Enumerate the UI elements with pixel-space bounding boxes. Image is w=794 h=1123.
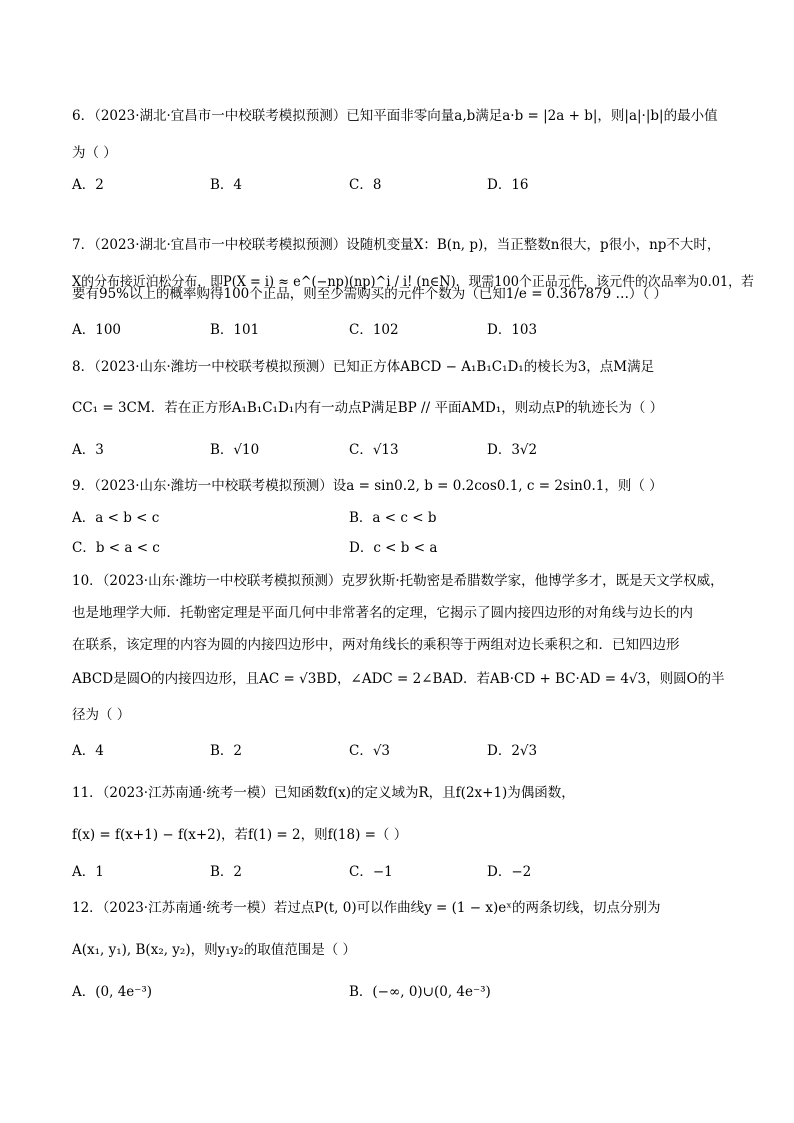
option-d: D．103	[487, 322, 538, 338]
question-text-line: CC₁ = 3CM．若在正方形A₁B₁C₁D₁内有一动点P满足BP // 平面AMD₁，则动点P的轨迹长为（ ）	[72, 400, 664, 416]
question-text-line: 径为（ ）	[72, 707, 131, 723]
question-text-line: ABCD是圆O的内接四边形，且AC = √3BD，∠ADC = 2∠BAD．若AB·CD + BC·AD = 4√3，则圆O的半	[72, 671, 725, 687]
question-text-line: 要有95%以上的概率购得100个正品，则至少需购买的元件个数为（已知1/e = 0.367879 …）（ ）	[72, 286, 668, 302]
option-d: D．−2	[487, 864, 532, 880]
question-text-line: 10．（2023·山东·潍坊一中校联考模拟预测）克罗狄斯·托勒密是希腊数学家，他博学多才，既是天文学权威，	[72, 573, 724, 589]
option-d: D．2√3	[487, 743, 538, 759]
question-text-line: A(x₁, y₁), B(x₂, y₂)，则y₁y₂的取值范围是（ ）	[72, 942, 356, 958]
option-c: C．102	[349, 322, 399, 338]
question-text-line: 11．（2023·江苏南通·统考一模）已知函数f(x)的定义域为R，且f(2x+1)为偶函数，	[72, 785, 575, 801]
option-a: A．3	[72, 442, 104, 458]
option-b: B．(−∞, 0)∪(0, 4e⁻³)	[349, 984, 491, 1000]
option-c: C．8	[349, 177, 382, 193]
option-c: C．b < a < c	[72, 540, 160, 556]
option-a: A．1	[72, 864, 104, 880]
option-d: D．c < b < a	[349, 540, 438, 556]
option-b: B．2	[210, 743, 243, 759]
option-a: A．(0, 4e⁻³)	[72, 984, 153, 1000]
question-text-line: 在联系，该定理的内容为圆的内接四边形中，两对角线长的乘积等于两组对边长乘积之和．已知四边形	[72, 637, 680, 653]
question-text-line: X的分布接近泊松分布，即P(X = i) ≈ e^(−np)(np)^i / i! (n∈N)．现需100个正品元件，该元件的次品率为0.01，若	[72, 274, 754, 290]
option-b: B．2	[210, 864, 243, 880]
option-d: D．3√2	[487, 442, 538, 458]
option-a: A．2	[72, 177, 104, 193]
question-text-line: 7．（2023·湖北·宜昌市一中校联考模拟预测）设随机变量X：B(n, p)，当正整数n很大，p很小，np不大时，	[72, 237, 721, 253]
option-a: A．4	[72, 743, 104, 759]
option-c: C．√13	[349, 442, 399, 458]
option-d: D．16	[487, 177, 529, 193]
question-text-line: 为（ ）	[72, 145, 117, 161]
option-b: B．a < c < b	[349, 510, 437, 526]
question-text-line: 也是地理学大师．托勒密定理是平面几何中非常著名的定理，它揭示了圆内接四边形的对角线与边长的内	[72, 605, 693, 621]
question-text-line: 9．（2023·山东·潍坊一中校联考模拟预测）设a = sin0.2, b = 0.2cos0.1, c = 2sin0.1，则（ ）	[72, 478, 663, 494]
question-text-line: 12．（2023·江苏南通·统考一模）若过点P(t, 0)可以作曲线y = (1 − x)eˣ的两条切线，切点分别为	[72, 900, 661, 916]
question-text-line: 6．（2023·湖北·宜昌市一中校联考模拟预测）已知平面非零向量a,b满足a·b = |2a + b|，则|a|·|b|的最小值	[72, 108, 718, 124]
option-b: B．√10	[210, 442, 260, 458]
option-c: C．−1	[349, 864, 393, 880]
question-text-line: 8．（2023·山东·潍坊一中校联考模拟预测）已知正方体ABCD − A₁B₁C₁D₁的棱长为3，点M满足	[72, 359, 655, 375]
question-text-line: f(x) = f(x+1) − f(x+2)，若f(1) = 2，则f(18) =（ ）	[72, 827, 408, 843]
option-c: C．√3	[349, 743, 391, 759]
option-a: A．100	[72, 322, 122, 338]
option-b: B．4	[210, 177, 243, 193]
option-a: A．a < b < c	[72, 510, 160, 526]
option-b: B．101	[210, 322, 260, 338]
